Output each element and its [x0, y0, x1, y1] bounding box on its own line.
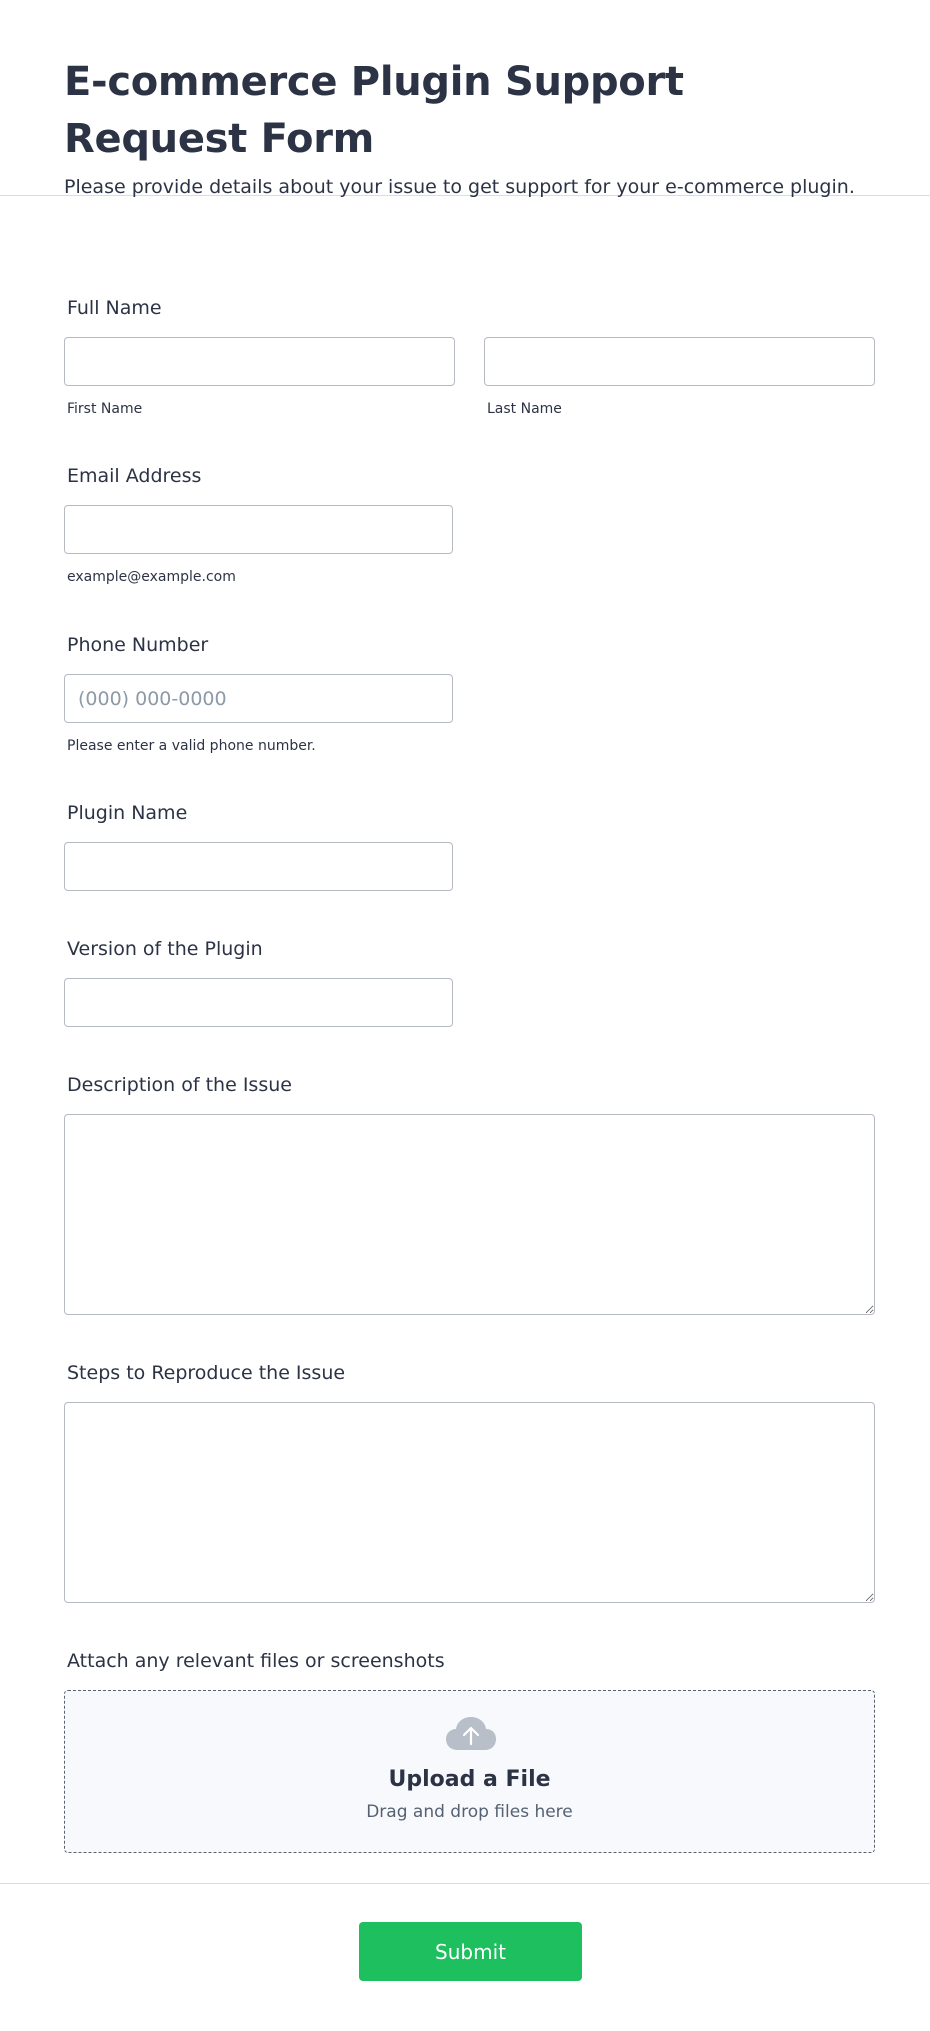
phone-sublabel: Please enter a valid phone number.	[67, 738, 316, 754]
first-name-input[interactable]	[64, 337, 455, 386]
steps-label: Steps to Reproduce the Issue	[67, 1362, 346, 1384]
email-field	[64, 464, 453, 586]
plugin-name-label: Plugin Name	[67, 802, 188, 824]
footer-divider	[0, 1883, 930, 1884]
plugin-name-field	[64, 801, 453, 891]
file-upload-dropzone[interactable]	[64, 1690, 875, 1853]
full-name-field	[64, 296, 162, 320]
attachments-label: Attach any relevant files or screenshots	[67, 1650, 445, 1672]
last-name-input[interactable]	[484, 337, 875, 386]
steps-textarea[interactable]	[64, 1402, 875, 1603]
phone-input[interactable]	[64, 674, 453, 723]
plugin-version-field	[64, 937, 453, 1027]
plugin-name-input[interactable]	[64, 842, 453, 891]
attachments-field	[64, 1649, 875, 1853]
steps-field	[64, 1361, 875, 1603]
submit-button[interactable]: Submit	[359, 1922, 582, 1981]
plugin-version-input[interactable]	[64, 978, 453, 1027]
form-title: E-commerce Plugin Support Request Form	[64, 59, 684, 162]
cloud-upload-icon	[446, 1717, 496, 1751]
form-subtitle: Please provide details about your issue to get support for your e-commerce plugin.	[64, 176, 855, 198]
email-label: Email Address	[67, 465, 202, 487]
phone-field	[64, 633, 453, 755]
plugin-version-label: Version of the Plugin	[67, 938, 263, 960]
form-header	[0, 0, 930, 196]
first-name-sublabel: First Name	[67, 401, 143, 417]
email-input[interactable]	[64, 505, 453, 554]
first-name-group	[64, 337, 455, 418]
email-sublabel: example@example.com	[67, 569, 236, 585]
full-name-label: Full Name	[67, 297, 162, 319]
phone-label: Phone Number	[67, 634, 209, 656]
description-textarea[interactable]	[64, 1114, 875, 1315]
upload-subtitle: Drag and drop files here	[366, 1802, 573, 1822]
description-field	[64, 1073, 875, 1315]
upload-title: Upload a File	[388, 1767, 551, 1792]
last-name-group	[484, 337, 875, 418]
description-label: Description of the Issue	[67, 1074, 292, 1096]
last-name-sublabel: Last Name	[487, 401, 562, 417]
